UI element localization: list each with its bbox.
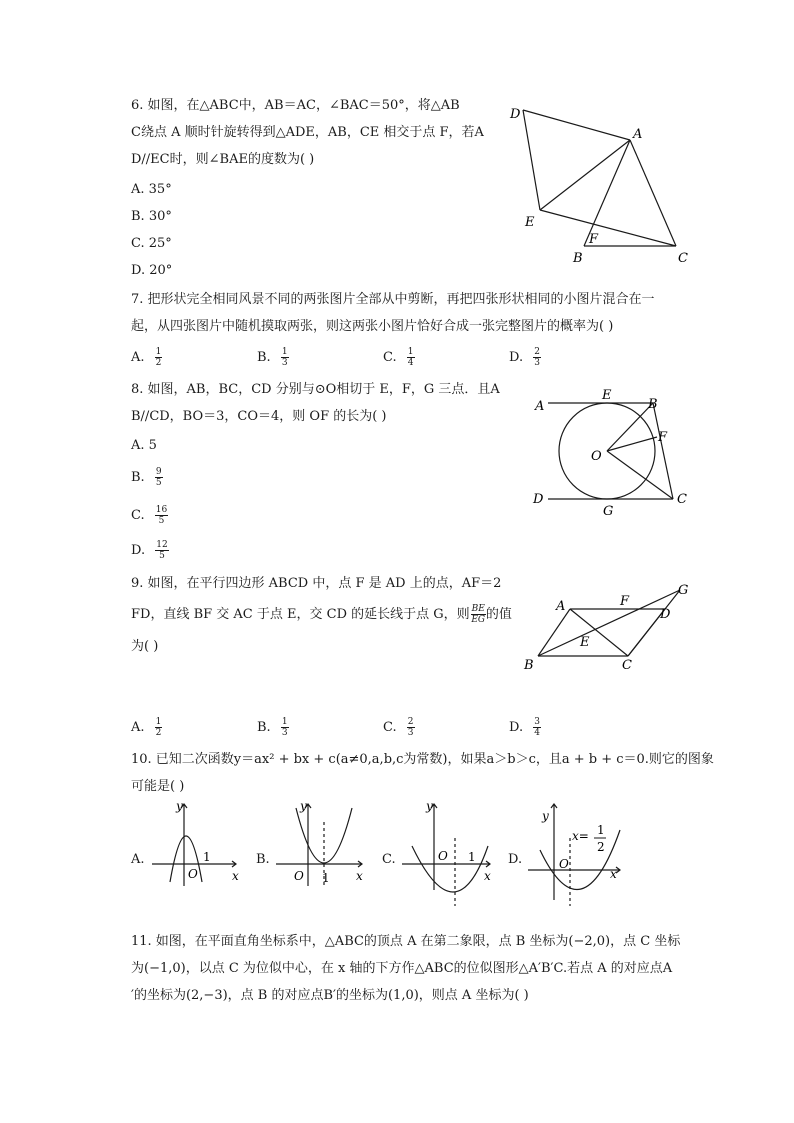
q9-label-a: A: [556, 599, 566, 614]
q10-graph-a: [148, 798, 244, 888]
q9-option-b-label: B.: [257, 720, 271, 735]
q9-line-2-text: FD，直线 BF 交 AC 于点 E，交 CD 的延长线于点 G，则: [131, 607, 470, 622]
q9-label-e: E: [580, 635, 590, 650]
q7-option-a-frac: $\frac{1}{2}$: [155, 347, 162, 368]
q7-option-c-label: C.: [383, 350, 397, 365]
q6-option-d[interactable]: D. 20°: [131, 263, 173, 278]
q10-option-d[interactable]: D.: [508, 852, 523, 867]
q9-label-d: D: [660, 607, 671, 622]
q10-d-half-den: 2: [597, 840, 605, 854]
q8-label-b: B: [648, 397, 658, 412]
q6-label-c: C: [678, 251, 688, 266]
q10-a-y-label: y: [176, 799, 183, 813]
q10-option-c[interactable]: C.: [382, 852, 396, 867]
q10-a-one: 1: [203, 850, 211, 864]
q11-line-2: 为(−1,0)，以点 C 为位似中心，在 x 轴的下方作△ABC的位似图形△A′B′C.若点 A 的对应点A: [131, 961, 673, 976]
q6-option-a[interactable]: A. 35°: [131, 182, 172, 197]
q9-line-3: 为( ): [131, 639, 159, 654]
q10-d-half-num: 1: [597, 823, 605, 837]
q8-label-o: O: [591, 449, 602, 464]
q6-line-1: 6. 如图，在△ABC中，AB＝AC，∠BAC＝50°，将△AB: [131, 98, 460, 113]
q6-line-2: C绕点 A 顺时针旋转得到△ADE，AB，CE 相交于点 F，若A: [131, 125, 484, 140]
q6-line-3: D//EC时，则∠BAE的度数为( ): [131, 152, 315, 167]
q8-option-b-label: B.: [131, 470, 145, 485]
q7-option-a-label: A.: [131, 350, 145, 365]
q9-option-a[interactable]: [131, 717, 162, 738]
q7-option-d-frac: $\frac{2}{3}$: [534, 347, 540, 368]
q9-option-d-frac: $\frac{3}{4}$: [534, 717, 540, 738]
q7-option-b-frac: $\frac{1}{3}$: [281, 347, 288, 368]
q8-option-b-frac: $\frac{9}{5}$: [155, 467, 162, 488]
q9-ratio-frac: $\frac{BE}{EG}$: [471, 604, 486, 625]
q10-c-origin: O: [438, 849, 448, 863]
q9-option-b[interactable]: [257, 717, 289, 738]
q8-label-d: D: [533, 492, 544, 507]
q6-label-b: B: [573, 251, 583, 266]
q10-line-2: 可能是( ): [131, 779, 185, 794]
q11-line-3: ′的坐标为(2,−3)，点 B 的对应点B′的坐标为(1,0)，则点 A 坐标为( ): [131, 988, 529, 1003]
q8-option-a[interactable]: A. 5: [131, 438, 157, 453]
q10-b-origin: O: [294, 869, 304, 883]
q6-label-f: F: [589, 232, 599, 247]
q10-a-x-label: x: [232, 869, 239, 883]
q9-label-f: F: [620, 594, 630, 609]
q9-label-b: B: [524, 658, 534, 673]
q10-d-origin: O: [559, 857, 569, 871]
q9-option-a-label: A.: [131, 720, 145, 735]
q6-label-a: A: [633, 127, 643, 142]
q7-option-d[interactable]: [509, 347, 541, 368]
q10-b-one: 1: [322, 871, 330, 885]
q8-option-c-frac: $\frac{16}{5}$: [155, 505, 168, 526]
q9-option-c-label: C.: [383, 720, 397, 735]
q9-label-g: G: [678, 583, 689, 598]
q9-option-d[interactable]: [509, 717, 541, 738]
q10-d-xeq: x=: [572, 829, 589, 843]
q8-option-d-label: D.: [131, 543, 146, 558]
q7-option-b[interactable]: [257, 347, 289, 368]
q10-line-1: 10. 已知二次函数y＝ax² + bx + c(a≠0,a,b,c为常数)，如果a＞b＞c，且a + b + c＝0.则它的图象: [131, 752, 714, 767]
q10-graph-d: [524, 798, 630, 910]
q7-line-2: 起，从四张图片中随机摸取两张，则这两张小图片恰好合成一张完整图片的概率为( ): [131, 319, 614, 334]
q10-c-one: 1: [468, 850, 476, 864]
q10-a-origin: O: [188, 867, 198, 881]
q7-option-a[interactable]: [131, 347, 162, 368]
q9-label-c: C: [622, 658, 632, 673]
q7-option-d-label: D.: [509, 350, 524, 365]
q7-line-1: 7. 把形状完全相同风景不同的两张图片全部从中剪断，再把四张形状相同的小图片混合在一: [131, 292, 655, 307]
q9-option-d-label: D.: [509, 720, 524, 735]
q7-option-b-label: B.: [257, 350, 271, 365]
q9-line-1: 9. 如图，在平行四边形 ABCD 中，点 F 是 AD 上的点，AF＝2: [131, 576, 502, 591]
q8-label-a: A: [535, 399, 545, 414]
q8-label-e: E: [602, 388, 612, 403]
q8-figure: [525, 385, 700, 520]
q9-line-2: [131, 601, 512, 628]
q10-b-y-label: y: [300, 799, 307, 813]
q9-option-c-frac: $\frac{2}{3}$: [407, 717, 414, 738]
q10-d-y-label: y: [542, 809, 549, 823]
q8-line-2: B//CD，BO＝3，CO＝4，则 OF 的长为( ): [131, 409, 387, 424]
q6-figure: [500, 100, 700, 270]
q8-label-c: C: [677, 492, 687, 507]
q10-c-y-label: y: [426, 799, 433, 813]
q8-option-d[interactable]: [131, 540, 169, 561]
q6-label-d: D: [510, 107, 521, 122]
q8-label-g: G: [603, 504, 614, 519]
q7-option-c-frac: $\frac{1}{4}$: [407, 347, 414, 368]
q9-option-c[interactable]: [383, 717, 415, 738]
q9-option-a-frac: $\frac{1}{2}$: [155, 717, 162, 738]
q10-c-x-label: x: [484, 869, 491, 883]
q9-figure: [520, 580, 700, 675]
q6-option-b[interactable]: B. 30°: [131, 209, 172, 224]
q10-graph-b: [272, 798, 368, 888]
q8-option-c-label: C.: [131, 508, 145, 523]
q8-line-1: 8. 如图，AB，BC，CD 分别与⊙O相切于 E，F，G 三点．且A: [131, 382, 500, 397]
q6-option-c[interactable]: C. 25°: [131, 236, 172, 251]
q8-label-f: F: [658, 430, 668, 445]
q10-graph-c: [398, 798, 496, 910]
q8-option-d-frac: $\frac{12}{5}$: [156, 540, 168, 561]
q6-label-e: E: [525, 215, 535, 230]
q10-option-a[interactable]: A.: [131, 852, 145, 867]
q10-b-x-label: x: [356, 869, 363, 883]
q9-option-b-frac: $\frac{1}{3}$: [281, 717, 288, 738]
q7-option-c[interactable]: [383, 347, 415, 368]
q9-ratio-suffix: 的值: [485, 607, 512, 622]
q10-option-b[interactable]: B.: [256, 852, 270, 867]
q11-line-1: 11. 如图，在平面直角坐标系中，△ABC的顶点 A 在第二象限，点 B 坐标为(−2,0)，点 C 坐标: [131, 934, 681, 949]
q8-option-b[interactable]: [131, 467, 163, 488]
q10-d-x-label: x: [610, 867, 617, 881]
q8-option-c[interactable]: [131, 505, 168, 526]
